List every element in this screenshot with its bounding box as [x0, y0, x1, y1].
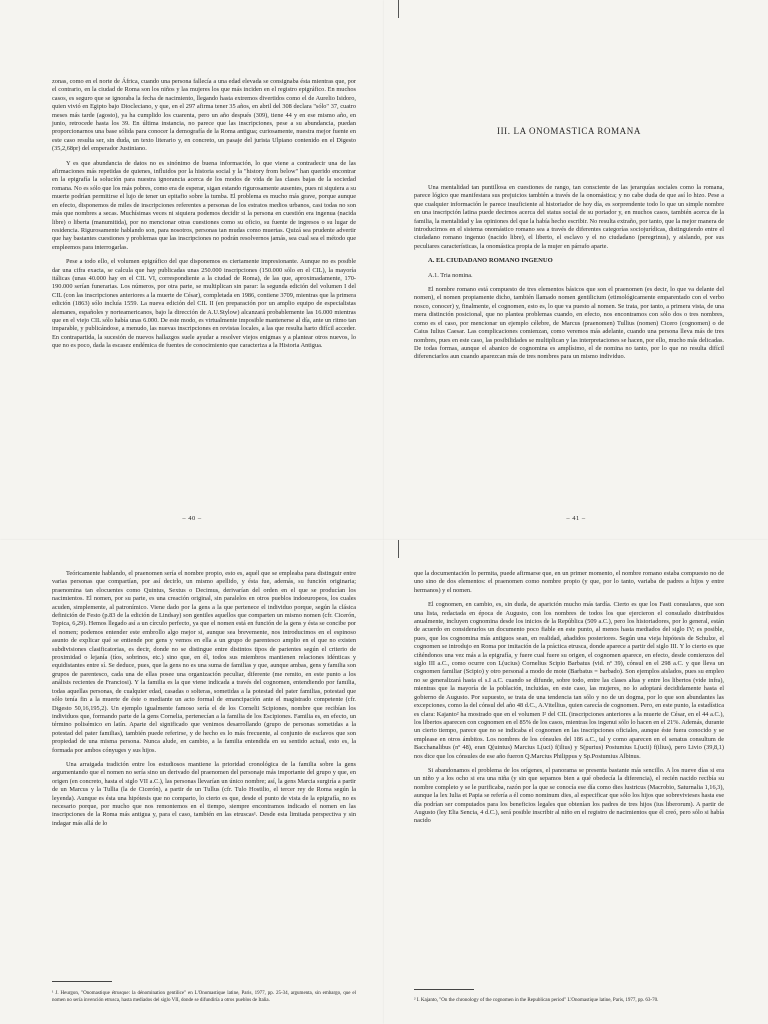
paragraph: zonas, como en el norte de África, cuando una persona fallecía a una edad elevada se consignaba ésta mientras que, por el contrario, en la ciudad de Roma son los niños y las mujeres los que más inciden en el registro epigráfico. En muchos casos, es seguro que se ignoraba la fecha de nacimiento, llegando hasta extremos divertidos como el de Aurelio Isidoro, quien vivió en Egipto bajo Diocleciano, y que, en el 297 afirma tener 35 años, en abril del 308 declara "sólo" 37, cuatro meses más tarde (agosto), ya ha cumplido los cuarenta, pero un año después (309), tiene 44 y en ese mismo año, en junio, retrocede hasta los 39. En última instancia, no parece que las inscripciones, pese a su abundancia, puedan proporcionarnos una base sólida para conocer la demografía de la Roma antigua; curiosamente, nuestra mejor fuente en este caso resulta ser, sin duda, un texto literario y, en concreto, un pasaje del jurista Ulpiano contenido en el Digesto (35,2,68pr) del emperador Justiniano. — [52, 78, 356, 153]
paragraph: El cognomen, en cambio, es, sin duda, de aparición mucho más tardía. Cierto es que los Fasti consulares, que son una lista, redactada en época de Augusto, con los nombres de todos los que ejercieron el consulado distribuidos anualmente, incluyen cognomina desde los inicios de la República (509 a.C.), pero los historiadores, por lo general, están de acuerdo en considerarlos un documento poco fiable en este punto, al menos hasta mediados del siglo IV; es posible, pues, que los cognomina más antiguos sean, en realidad, añadidos posteriores. Según una vieja hipótesis de Schulze, el cognomen se introdujo en Roma por imitación de la práctica etrusca, donde aparece a partir del siglo III. Y lo cierto es que ciñéndonos una vez más a la epigrafía, y fuere cual fuere su origen, el cognomen aparece, en efecto, desde comienzos del siglo III a.C., como ocurre con L(ucius) Cornelius Scipio Barbatus (vid. nº 39), cónsul en el 298 a.C. y que lleva un cognomen familiar (Scipio) y otro personal a modo de mote (Barbatus = barbado). Son ejemplos aislados, pues su empleo no se generalizará hasta el s.I a.C. cuando se difunde, sobre todo, entre las clases altas y entre los libertos (vide infra), mientras que la mayoría de la población, incluidas, en este caso, las mujeres, no lo adoptará decididamente hasta el gobierno de Augusto. Por supuesto, se trata de una tendencia tan sólo y no de un dogma, por lo que son abundantes las excepciones, como la del cónsul del año 48 d.C., A.Vitellius, quien carecía de cognomen. Pero, en este punto, la estadística es clara: Kajanto² ha mostrado que en el volumen I² del CIL (inscripciones anteriores a la muerte de César, en el 44 a.C.), los libertos aparecen con cognomen en el 85% de los casos, mientras los ingenui sólo lo hacen en el 21%. Además, durante un cierto tiempo, parece que no se indicaba el cognomen en las inscripciones oficiales, aunque éste fuera conocido y se emplease en otros ámbitos. Los nombres de los cónsules del 186 a.C., tal y como aparecen en el senatus consultum de Bacchanalibus (nº 48), eran Q(uintus) Marcius L(uci) f(ilius) y S(purius) Postumius L(ucii) f(ilius), pero Livio (39,8,1) nos dice que los cónsules de ese año fueron Q.Marcius Philippus y Sp.Postumius Albinus. — [414, 601, 724, 760]
page-43 — [384, 540, 768, 1024]
page-42 — [0, 540, 384, 1024]
intro-paragraph: Una mentalidad tan puntillosa en cuestiones de rango, tan consciente de las jerarquías sociales como la romana, parece lógico que manifestara sus prejuicios también a través de la onomástica; y no cabe duda de que así lo hizo. Pese a que cualquier información le parece insuficiente al historiador de hoy día, es sorprendente todo lo que un simple nombre en una inscripción latina puede decirnos acerca del status social de su portador y, en muchos casos, también acerca de la familia, la mentalidad y las opiniones del que la había hecho escribir. No resulta extraño, por tanto, que la mejor manera de introducirnos en el sistema onomástico romano sea a través de diferentes categorías sociojurídicas, distinguiendo entre el ciudadano romano ingenuo (nacido libre), el liberto, el esclavo y el no ciudadano (peregrinus), y aislando, por sus peculiares características, la onomástica propia de la mujer en párrafo aparte. — [414, 184, 725, 250]
page-number: – 40 – — [182, 515, 202, 522]
section-title: A. EL CIUDADANO ROMANO INGENUO — [428, 257, 553, 265]
paragraph: El nombre romano está compuesto de tres elementos básicos que son el praenomen (es decir, lo que va delante del nomen), el nomen propiamente dicho, también llamado nomen gentilicium (etimológicamente emparentado con el verbo nosco, conocer) y, finalmente, el cognomen, esto es, lo que va puesto al nomen. Se trata, por tanto, a primera vista, de una mera distinción posicional, que no plantea problemas cuando, en efecto, nos encontramos con sólo dos o tres nombres, como es el caso, por mencionar un ejemplo célebre, de Marcus (praenomen) Tullius (nomen) Cicero (cognomen) o de Caius Iulius Caesar. Las complicaciones comienzan, como veremos más adelante, cuando una persona lleva más de tres nombres, pues en este caso, las posibilidades se multiplican y las interpretaciones se hacen, por ello, mucho más delicadas. De todas formas, aunque el abanico de cognomina es amplísimo, el de nomina no tanto, por lo que no resulta difícil diferenciarlos aun cuando aparezcan más de tres nombres para un mismo individuo. — [414, 286, 724, 361]
page-42-body — [52, 570, 356, 834]
footnote: ² I. Kajanto, "On the chronology of the cognomen in the Republican period" L'Onomastique latine, Paris, 1977, pp. 63-70. — [414, 997, 659, 1003]
page-number: – 41 – — [566, 515, 586, 522]
chapter-title: III. LA ONOMASTICA ROMANA — [496, 126, 641, 136]
footnote: ¹ J. Heurgon, "Onomastique étrusque: la dénomination gentilice" en L'Onomastique latine, Paris, 1977, pp. 25-34, argumenta, sin embargo, que el nomen no sería invención etrusca, hasta mediados del siglo VII, donde se difundiría a otros pueblos de Italia. — [52, 991, 356, 1003]
footnote-rule — [414, 989, 474, 990]
subsection-title: A.1. Tria nomina. — [428, 271, 473, 279]
footnote-rule — [52, 981, 112, 982]
paragraph: Teóricamente hablando, el praenomen sería el nombre propio, esto es, aquél que se empleaba para distinguir entre varias personas que compartían, por así decirlo, un mismo apellido, y ésta fue, además, su función originaria; praenomina tan elocuentes como Quintus, Sextus o Decimus, derivarían del orden en el que se producían los nacimientos. El nomen, por su parte, es una creación original, sin paralelos en otros pueblos indoeuropeos, los cuales acuden, simplemente, al patronímico. Viene dado por la gens a la que pertenece el individuo porque, según la clásica definición de Festo (p.83 de la edición de Lindsay) son gentiles aquellos que comparten un mismo nomen (cfr. Cicerón, Topica, 6,29). Hemos llegado así a un círculo perfecto, ya que el nomen está en función de la gens y ésta se concibe por el nomen; podemos entender este embrollo algo mejor si, aunque sea brevemente, nos introducimos en el espinoso asunto de explicar qué se entiende por gens y vemos en ella a un grupo de parentesco amplio en el que no existen subdivisiones clasificatorias, es decir, donde no se distingue entre distintos tipos de parientes según el criterio de proximidad o lejanía (tíos, sobrinos, etc.) sino que, en él, todos sus miembros mantienen relaciones idénticas y equidistantes entre sí. Se deduce, pues, que la gens no es una suma de familias y que, aunque ambas, gens y familia son grupos de parentesco, cada una de ellas posee una organización peculiar, diferente (me remito, en este punto a los análisis recientes de Franciosi). Y la familia es la que viene indicada a través del cognomen, entendiendo por familia, todas aquellas personas, de cualquier edad, casadas o solteras, sometidas a la potestad del pater familias, potestad que sólo tenía fin a la muerte de éste o mediante un acto formal de emancipación ante el magistrado competente (cfr. Digesto 50,16,195,2). Un ejemplo igualmente famoso sería el de los Cornelii Scipiones, nombre que recibían los individuos que, formando parte de la gens Cornelia, pertenecían a la familia de los Escipiones. Familia es, en efecto, un término polisémico en latín. Aparte del significado que venimos desarrollando (grupo de personas sometidas a la potestad del pater familias), también puede referirse, y de hecho es lo más frecuente, al conjunto de esclavos que son propiedad de una misma persona. Nunca alude, en cambio, a la familia entendida en su sentido actual, esto es, la formada por ambos cónyuges y sus hijos. — [52, 570, 356, 754]
page-40 — [0, 0, 384, 540]
paragraph: que la documentación lo permita, puede afirmarse que, en un primer momento, el nombre romano estaba compuesto no de uno sino de dos elementos: el praenomen como nombre propio (y que, por lo tanto, variaba de padres a hijos y entre hermanos) y el nomen. — [414, 570, 724, 594]
page-41-body — [414, 184, 724, 368]
margin-mark — [398, 0, 399, 18]
margin-mark — [398, 540, 399, 558]
paragraph: Una arraigada tradición entre los estudiosos mantiene la prioridad cronológica de la familia sobre la gens argumentando que el nomen no sería sino un derivado del praenomen del personaje más importante del grupo y que, en origen (en concreto, hasta el siglo VII a.C.), las personas llevarían un único nombre; así, la gens Marcia surgiría a partir de un Marcus y la Tullia (la de Cicerón), a partir de un Tullus (cfr. Tulo Hostilio, el tercer rey de Roma según la leyenda). Aunque es ésta una hipótesis que no comparto, lo cierto es que, desde el punto de vista de la epigrafía, no es necesario porque, por mucho que nos remontemos en el tiempo, siempre encontramos indicado el nomen en las inscripciones de la Roma más antigua y, para el caso, también en las etruscas¹. Desde esta limitada perspectiva y sin indagar más allá de lo — [52, 760, 356, 827]
page-43-body — [414, 570, 724, 832]
paragraph: Pese a todo ello, el volumen epigráfico del que disponemos es ciertamente impresionante. Aunque no es posible dar una cifra exacta, se calcula que hay publicadas unas 250.000 inscripciones (150.000 sólo en el CIL), la mayoría itálicas (unas 40.000 hay en el CIL VI, correspondiente a la ciudad de Roma), de las que, aproximadamente, 170-190.000 serían funerarias. Los números, por otra parte, se multiplican sin parar: la segunda edición del volumen I del CIL (con las inscripciones anteriores a la muerte de César), completada en 1986, contiene 3709, mientras que la primera edición (1863) sólo incluía 1559. La nueva edición del CIL II (en preparación por un amplio equipo de especialistas alemanes, españoles y norteamericanos, bajo la dirección de A.U.Stylow) alcanzará probablemente las 16.000 mientras que en el viejo CIL sólo había unas 6.000. De este modo, es virtualmente imposible mantenerse al día, ante un ritmo tan imparable, y publicándose, a menudo, las nuevas inscripciones en revistas locales, a las que resulta harto difícil acceder. En contrapartida, la sucesión de nuevos hallazgos suele ayudar a resolver viejos enigmas y a plantear otros nuevos, lo que no es poco, dada la escasez endémica de fuentes de conocimiento que caracteriza a la Historia Antigua. — [52, 258, 356, 350]
page-41 — [384, 0, 768, 540]
paragraph: Si abandonamos el problema de los orígenes, el panorama se presenta bastante más sencillo. A los nueve días si era un niño y a los ocho si era una niña (y sin que sepamos bien a qué obedecía la diferencia), el recién nacido recibía su nombre completo y se le purificaba, razón por la que se conocía ese día como dies lustricus (Macrobio, Saturnalia 1,16,3), aunque la lex Iulia et Papia se refería a él como nominum dies, al especificar que sólo los hijos que sobrevivieses hasta ese día podrían ser computados para los beneficios legales que obtenían los padres de tres hijos (ius liberorum). A partir de Augusto (ley Elia Sencia, 4 d.C.), será posible inscribir al niño en el registro de nacimientos que él creó, pero sólo si había nacido — [414, 766, 724, 825]
page-40-body — [52, 78, 356, 357]
paragraph: Y es que abundancia de datos no es sinónimo de buena información, lo que viene a contradecir una de las afirmaciones más repetidas de quienes, influidos por la historia social y la "history from below" han querido encontrar en la epigrafía la solución para nuestra ignorancia acerca de los modos de vida de las clases bajas de la sociedad romana. No es sólo que los más pobres, como era de esperar, sigan estando rigurosamente ausentes, pues ni siquiera a su muerte podrían permitirse el lujo de tener un epitafio sobre la tumba. El problema es mucho más grave, porque aunque en efecto, disponemos de miles de inscripciones referentes a personas de los estratos medios urbanos, casi todas no son más que nombres a secas. Muchísimas veces ni siquiera podemos decidir si la persona en cuestión era ingenua (nacida libre) o liberta (manumitida), por no mencionar otras cuestiones como su oficio, su fuente de ingresos o su lugar de residencia. Rigurosamente hablando son, para nosotros, personas tan mudas como muertas. Quizá sea prudente advertir que hay bastantes cuestiones y problemas que las inscripciones no podrán resolvernos jamás, sea cual sea el método que empleemos para interrogarlas. — [52, 159, 356, 251]
